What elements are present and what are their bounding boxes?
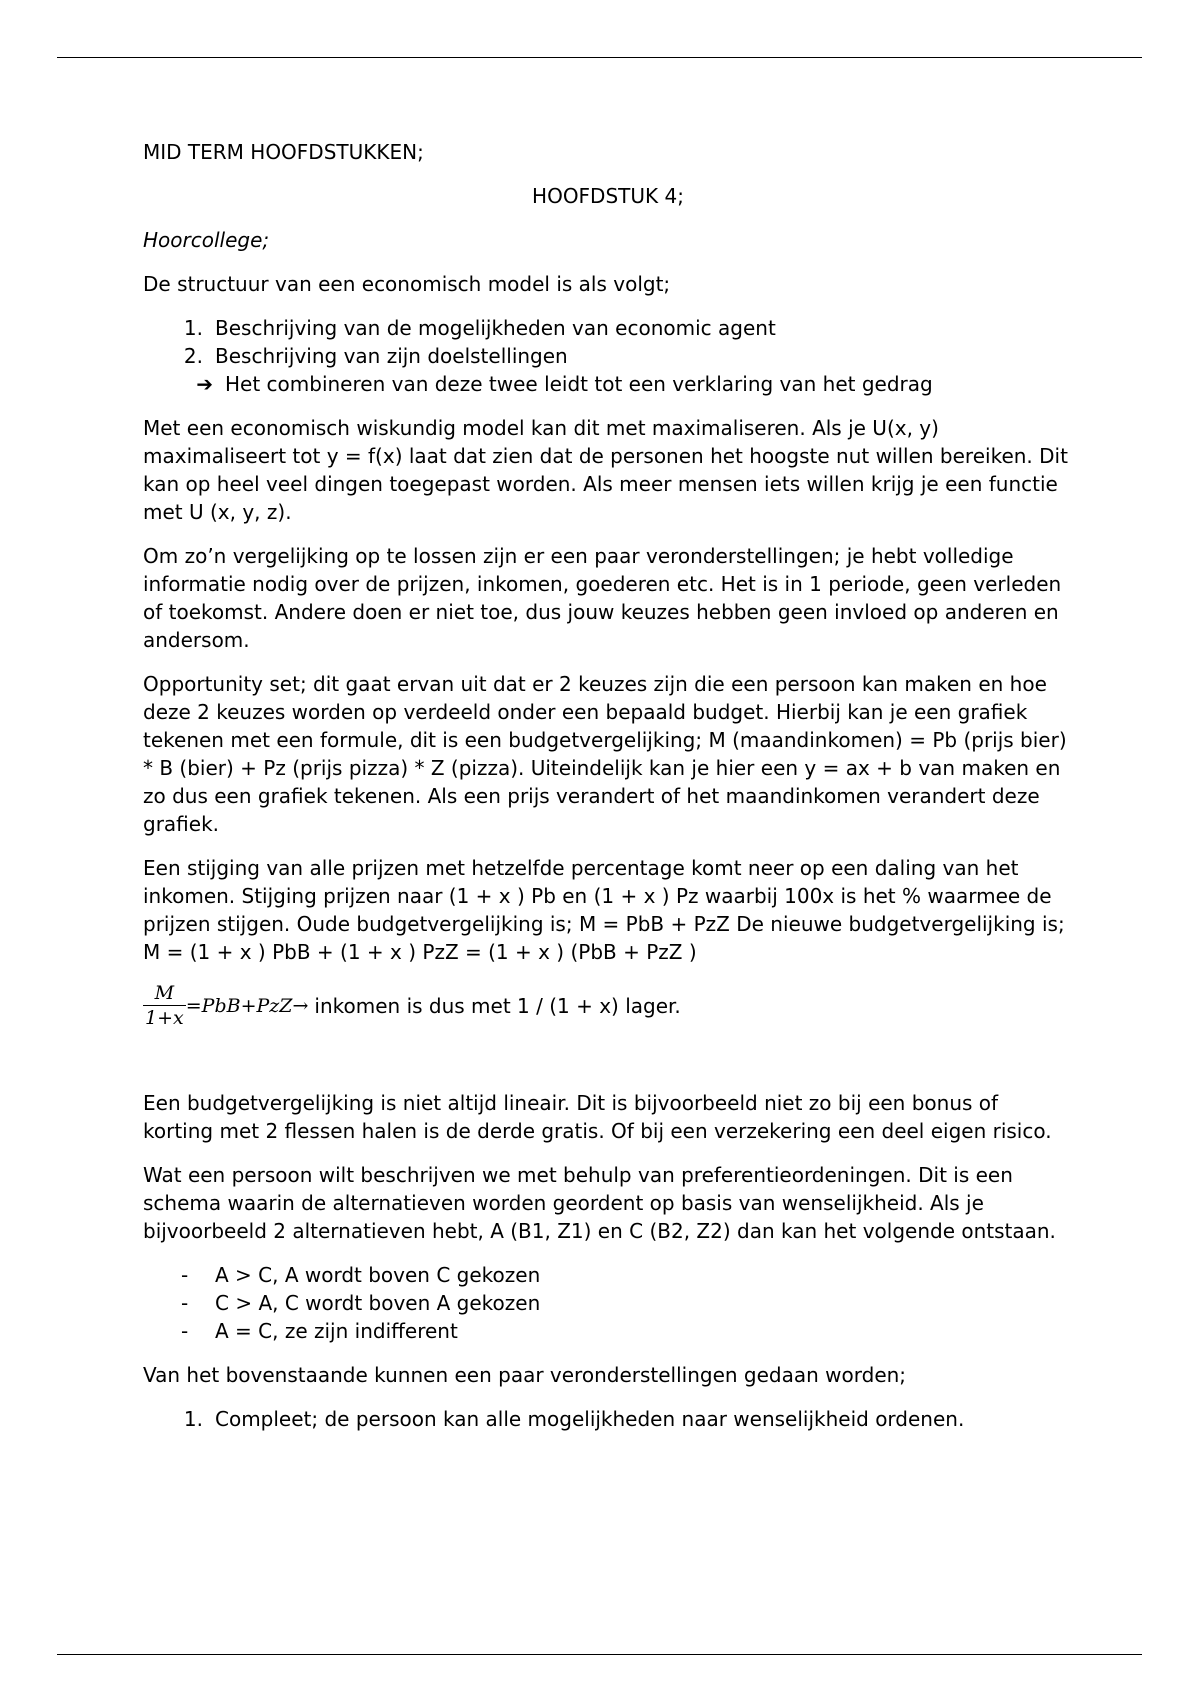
arrow-conclusion: ➔ Het combineren van deze twee leidt tot een verklaring van het gedrag (143, 370, 1073, 398)
list-item: 1. Compleet; de persoon kan alle mogelijkheden naar wenselijkheid ordenen. (183, 1407, 965, 1431)
document-title: MID TERM HOOFDSTUKKEN; (143, 140, 424, 164)
list-item: - A > C, A wordt boven C gekozen (181, 1263, 541, 1287)
model-steps-list (143, 314, 1073, 370)
footer-rule (57, 1654, 1142, 1655)
paragraph: Een budgetvergelijking is niet altijd lineair. Dit is bijvoorbeeld niet zo bij een bonus of korting met 2 flessen halen is de derde gratis. Of bij een verzekering een deel eigen risico. (143, 1091, 1052, 1143)
intro-paragraph: De structuur van een economisch model is als volgt; (143, 272, 671, 296)
list-item: - C > A, C wordt boven A gekozen (181, 1291, 541, 1315)
assumptions-intro: Van het bovenstaande kunnen een paar veronderstellingen gedaan worden; (143, 1363, 907, 1387)
formula-text: inkomen is dus met 1 / (1 + x) lager. (314, 993, 681, 1018)
list-item: 2. Beschrijving van zijn doelstellingen (183, 344, 568, 368)
paragraph: Met een economisch wiskundig model kan dit met maximaliseren. Als je U(x, y) maximaliseert tot y = f(x) laat dat zien dat de personen het hoogste nut willen bereiken. Dit kan op heel veel dingen toegepast worden. Als meer mensen iets willen krijg je een functie met U (x, y, z). (143, 416, 1068, 524)
chapter-heading: HOOFDSTUK 4; (532, 184, 684, 208)
paragraph: Een stijging van alle prijzen met hetzelfde percentage komt neer op een daling van het inkomen. Stijging prijzen naar (1 + x ) Pb en (1 + x ) Pz waarbij 100x is het % waarmee de prijzen stijgen. Oude budgetvergelijking is; M = PbB + PzZ De nieuwe budgetvergelijking is; M = (1 + x ) PbB + (1 + x ) PzZ = (1 + x ) (PbB + PzZ ) (143, 856, 1065, 964)
paragraph: Om zo’n vergelijking op te lossen zijn er een paar veronderstellingen; je hebt volledige informatie nodig over de prijzen, inkomen, goederen etc. Het is in 1 periode, geen verleden of toekomst. Andere doen er niet toe, dus jouw keuzes hebben geen invloed op anderen en andersom. (143, 544, 1062, 652)
document-body (143, 138, 1073, 1433)
formula-rhs: =PbB+PzZ→ (185, 994, 309, 1017)
header-rule (57, 57, 1142, 58)
preference-list (143, 1261, 1073, 1345)
formula-fraction: $\frac{M}{1+x}$ (145, 982, 184, 1029)
assumptions-list (143, 1405, 1073, 1433)
list-item: 1. Beschrijving van de mogelijkheden van economic agent (183, 316, 776, 340)
formula (143, 982, 1073, 1029)
paragraph: Opportunity set; dit gaat ervan uit dat er 2 keuzes zijn die een persoon kan maken en hoe deze 2 keuzes worden op verdeeld onder een bepaald budget. Hierbij kan je een grafiek tekenen met een formule, dit is een budgetvergelijking; M (maandinkomen) = Pb (prijs bier) * B (bier) + Pz (prijs pizza) * Z (pizza). Uiteindelijk kan je hier een y = ax + b van maken en zo dus een grafiek tekenen. Als een prijs verandert of het maandinkomen verandert deze grafiek. (143, 672, 1067, 836)
arrow-right-icon: ➔ (196, 372, 213, 396)
section-label: Hoorcollege; (143, 228, 270, 252)
paragraph: Wat een persoon wilt beschrijven we met behulp van preferentieordeningen. Dit is een schema waarin de alternatieven worden geordent op basis van wenselijkheid. Als je bijvoorbeeld 2 alternatieven hebt, A (B1, Z1) en C (B2, Z2) dan kan het volgende ontstaan. (143, 1163, 1056, 1243)
list-item: - A = C, ze zijn indifferent (181, 1319, 458, 1343)
